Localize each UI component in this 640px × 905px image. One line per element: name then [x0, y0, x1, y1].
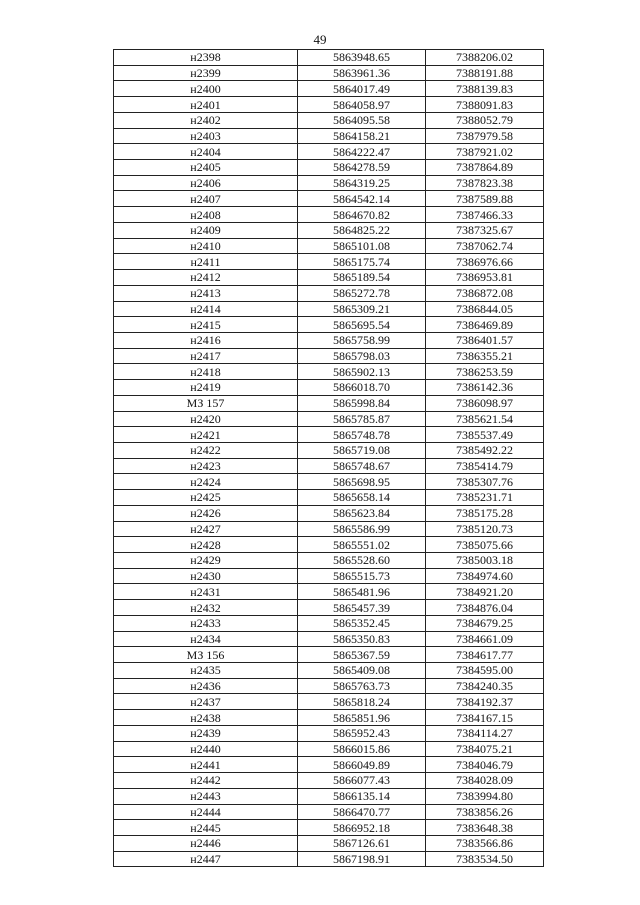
y-coordinate-cell: 7386142.36 [426, 380, 544, 396]
x-coordinate-cell: 5865350.83 [298, 631, 426, 647]
x-coordinate-cell: 5865658.14 [298, 490, 426, 506]
x-coordinate-cell: 5864095.58 [298, 112, 426, 128]
x-coordinate-cell: 5865758.99 [298, 332, 426, 348]
x-coordinate-cell: 5865719.08 [298, 442, 426, 458]
x-coordinate-cell: 5865623.84 [298, 505, 426, 521]
point-id-cell: н2401 [114, 97, 298, 113]
x-coordinate-cell: 5866470.77 [298, 804, 426, 820]
y-coordinate-cell: 7384046.79 [426, 757, 544, 773]
y-coordinate-cell: 7387062.74 [426, 238, 544, 254]
table-row [114, 710, 544, 726]
x-coordinate-cell: 5865698.95 [298, 474, 426, 490]
point-id-cell: н2431 [114, 584, 298, 600]
point-id-cell: н2412 [114, 270, 298, 286]
y-coordinate-cell: 7385537.49 [426, 427, 544, 443]
table-row [114, 128, 544, 144]
table-row [114, 820, 544, 836]
x-coordinate-cell: 5865175.74 [298, 254, 426, 270]
table-row [114, 427, 544, 443]
y-coordinate-cell: 7384974.60 [426, 568, 544, 584]
x-coordinate-cell: 5866952.18 [298, 820, 426, 836]
point-id-cell: н2406 [114, 175, 298, 191]
x-coordinate-cell: 5864825.22 [298, 222, 426, 238]
point-id-cell: н2447 [114, 851, 298, 867]
y-coordinate-cell: 7386469.89 [426, 317, 544, 333]
point-id-cell: н2408 [114, 207, 298, 223]
y-coordinate-cell: 7386953.81 [426, 270, 544, 286]
x-coordinate-cell: 5865851.96 [298, 710, 426, 726]
point-id-cell: МЗ 157 [114, 395, 298, 411]
y-coordinate-cell: 7384114.27 [426, 725, 544, 741]
table-row [114, 112, 544, 128]
table-row [114, 191, 544, 207]
point-id-cell: н2409 [114, 222, 298, 238]
x-coordinate-cell: 5865798.03 [298, 348, 426, 364]
table-row [114, 553, 544, 569]
x-coordinate-cell: 5863961.36 [298, 65, 426, 81]
point-id-cell: н2414 [114, 301, 298, 317]
point-id-cell: н2438 [114, 710, 298, 726]
y-coordinate-cell: 7388052.79 [426, 112, 544, 128]
point-id-cell: н2434 [114, 631, 298, 647]
y-coordinate-cell: 7384617.77 [426, 647, 544, 663]
point-id-cell: н2411 [114, 254, 298, 270]
table-row [114, 490, 544, 506]
x-coordinate-cell: 5865481.96 [298, 584, 426, 600]
table-row [114, 411, 544, 427]
x-coordinate-cell: 5865902.13 [298, 364, 426, 380]
y-coordinate-cell: 7384028.09 [426, 773, 544, 789]
y-coordinate-cell: 7385231.71 [426, 490, 544, 506]
point-id-cell: н2425 [114, 490, 298, 506]
x-coordinate-cell: 5865189.54 [298, 270, 426, 286]
x-coordinate-cell: 5865952.43 [298, 725, 426, 741]
point-id-cell: н2403 [114, 128, 298, 144]
x-coordinate-cell: 5866015.86 [298, 741, 426, 757]
point-id-cell: н2415 [114, 317, 298, 333]
x-coordinate-cell: 5864319.25 [298, 175, 426, 191]
x-coordinate-cell: 5865409.08 [298, 663, 426, 679]
table-row [114, 568, 544, 584]
y-coordinate-cell: 7388191.88 [426, 65, 544, 81]
y-coordinate-cell: 7387921.02 [426, 144, 544, 160]
table-row [114, 663, 544, 679]
x-coordinate-cell: 5865272.78 [298, 285, 426, 301]
table-row [114, 207, 544, 223]
table-row [114, 631, 544, 647]
table-row [114, 50, 544, 66]
y-coordinate-cell: 7384192.37 [426, 694, 544, 710]
point-id-cell: МЗ 156 [114, 647, 298, 663]
x-coordinate-cell: 5865998.84 [298, 395, 426, 411]
y-coordinate-cell: 7386355.21 [426, 348, 544, 364]
y-coordinate-cell: 7387589.88 [426, 191, 544, 207]
point-id-cell: н2419 [114, 380, 298, 396]
point-id-cell: н2435 [114, 663, 298, 679]
table-row [114, 757, 544, 773]
table-row [114, 521, 544, 537]
y-coordinate-cell: 7388139.83 [426, 81, 544, 97]
y-coordinate-cell: 7384661.09 [426, 631, 544, 647]
point-id-cell: н2418 [114, 364, 298, 380]
y-coordinate-cell: 7388206.02 [426, 50, 544, 66]
table-row [114, 678, 544, 694]
y-coordinate-cell: 7383648.38 [426, 820, 544, 836]
x-coordinate-cell: 5865101.08 [298, 238, 426, 254]
table-row [114, 270, 544, 286]
x-coordinate-cell: 5863948.65 [298, 50, 426, 66]
table-row [114, 584, 544, 600]
table-row [114, 144, 544, 160]
x-coordinate-cell: 5864670.82 [298, 207, 426, 223]
y-coordinate-cell: 7386401.57 [426, 332, 544, 348]
x-coordinate-cell: 5864058.97 [298, 97, 426, 113]
point-id-cell: н2404 [114, 144, 298, 160]
x-coordinate-cell: 5865785.87 [298, 411, 426, 427]
table-row [114, 97, 544, 113]
point-id-cell: н2423 [114, 458, 298, 474]
table-row [114, 317, 544, 333]
table-row [114, 238, 544, 254]
point-id-cell: н2402 [114, 112, 298, 128]
point-id-cell: н2405 [114, 160, 298, 176]
x-coordinate-cell: 5865748.78 [298, 427, 426, 443]
x-coordinate-cell: 5866018.70 [298, 380, 426, 396]
y-coordinate-cell: 7387979.58 [426, 128, 544, 144]
point-id-cell: н2442 [114, 773, 298, 789]
point-id-cell: н2443 [114, 788, 298, 804]
y-coordinate-cell: 7387325.67 [426, 222, 544, 238]
x-coordinate-cell: 5866049.89 [298, 757, 426, 773]
point-id-cell: н2400 [114, 81, 298, 97]
x-coordinate-cell: 5865528.60 [298, 553, 426, 569]
y-coordinate-cell: 7385414.79 [426, 458, 544, 474]
y-coordinate-cell: 7385175.28 [426, 505, 544, 521]
point-id-cell: н2439 [114, 725, 298, 741]
x-coordinate-cell: 5865309.21 [298, 301, 426, 317]
x-coordinate-cell: 5865763.73 [298, 678, 426, 694]
table-row [114, 694, 544, 710]
table-row [114, 773, 544, 789]
table-row [114, 301, 544, 317]
table-row [114, 65, 544, 81]
y-coordinate-cell: 7384921.20 [426, 584, 544, 600]
y-coordinate-cell: 7385075.66 [426, 537, 544, 553]
x-coordinate-cell: 5867126.61 [298, 835, 426, 851]
y-coordinate-cell: 7384679.25 [426, 615, 544, 631]
x-coordinate-cell: 5865551.02 [298, 537, 426, 553]
y-coordinate-cell: 7385120.73 [426, 521, 544, 537]
y-coordinate-cell: 7383534.50 [426, 851, 544, 867]
point-id-cell: н2440 [114, 741, 298, 757]
table-row [114, 804, 544, 820]
point-id-cell: н2437 [114, 694, 298, 710]
y-coordinate-cell: 7385307.76 [426, 474, 544, 490]
point-id-cell: н2430 [114, 568, 298, 584]
x-coordinate-cell: 5864017.49 [298, 81, 426, 97]
y-coordinate-cell: 7386098.97 [426, 395, 544, 411]
point-id-cell: н2427 [114, 521, 298, 537]
table-row [114, 788, 544, 804]
point-id-cell: н2422 [114, 442, 298, 458]
x-coordinate-cell: 5865457.39 [298, 600, 426, 616]
y-coordinate-cell: 7384595.00 [426, 663, 544, 679]
y-coordinate-cell: 7386844.05 [426, 301, 544, 317]
table-row [114, 364, 544, 380]
x-coordinate-cell: 5865515.73 [298, 568, 426, 584]
point-id-cell: н2398 [114, 50, 298, 66]
y-coordinate-cell: 7385621.54 [426, 411, 544, 427]
table-row [114, 160, 544, 176]
point-id-cell: н2429 [114, 553, 298, 569]
x-coordinate-cell: 5866077.43 [298, 773, 426, 789]
table-row [114, 647, 544, 663]
x-coordinate-cell: 5865367.59 [298, 647, 426, 663]
x-coordinate-cell: 5864278.59 [298, 160, 426, 176]
point-id-cell: н2399 [114, 65, 298, 81]
table-row [114, 851, 544, 867]
point-id-cell: н2410 [114, 238, 298, 254]
point-id-cell: н2426 [114, 505, 298, 521]
coordinates-table [113, 49, 544, 867]
x-coordinate-cell: 5865748.67 [298, 458, 426, 474]
y-coordinate-cell: 7386872.08 [426, 285, 544, 301]
table-row [114, 835, 544, 851]
y-coordinate-cell: 7383994.80 [426, 788, 544, 804]
table-row [114, 505, 544, 521]
point-id-cell: н2436 [114, 678, 298, 694]
point-id-cell: н2417 [114, 348, 298, 364]
y-coordinate-cell: 7384075.21 [426, 741, 544, 757]
table-row [114, 254, 544, 270]
x-coordinate-cell: 5865352.45 [298, 615, 426, 631]
x-coordinate-cell: 5866135.14 [298, 788, 426, 804]
point-id-cell: н2407 [114, 191, 298, 207]
x-coordinate-cell: 5864222.47 [298, 144, 426, 160]
table-row [114, 537, 544, 553]
table-row [114, 458, 544, 474]
y-coordinate-cell: 7387823.38 [426, 175, 544, 191]
x-coordinate-cell: 5865818.24 [298, 694, 426, 710]
x-coordinate-cell: 5867198.91 [298, 851, 426, 867]
y-coordinate-cell: 7383566.86 [426, 835, 544, 851]
table-row [114, 741, 544, 757]
table-row [114, 222, 544, 238]
y-coordinate-cell: 7384240.35 [426, 678, 544, 694]
y-coordinate-cell: 7385492.22 [426, 442, 544, 458]
point-id-cell: н2433 [114, 615, 298, 631]
point-id-cell: н2421 [114, 427, 298, 443]
x-coordinate-cell: 5865695.54 [298, 317, 426, 333]
x-coordinate-cell: 5864542.14 [298, 191, 426, 207]
table-row [114, 725, 544, 741]
point-id-cell: н2444 [114, 804, 298, 820]
y-coordinate-cell: 7386253.59 [426, 364, 544, 380]
point-id-cell: н2446 [114, 835, 298, 851]
point-id-cell: н2424 [114, 474, 298, 490]
y-coordinate-cell: 7386976.66 [426, 254, 544, 270]
point-id-cell: н2416 [114, 332, 298, 348]
y-coordinate-cell: 7384167.15 [426, 710, 544, 726]
table-row [114, 474, 544, 490]
table-row [114, 285, 544, 301]
table-row [114, 380, 544, 396]
y-coordinate-cell: 7388091.83 [426, 97, 544, 113]
point-id-cell: н2428 [114, 537, 298, 553]
table-row [114, 442, 544, 458]
table-row [114, 332, 544, 348]
page-number: 49 [313, 32, 327, 47]
y-coordinate-cell: 7387864.89 [426, 160, 544, 176]
table-row [114, 615, 544, 631]
coordinates-table-body [114, 50, 544, 867]
table-row [114, 395, 544, 411]
y-coordinate-cell: 7384876.04 [426, 600, 544, 616]
point-id-cell: н2441 [114, 757, 298, 773]
table-row [114, 348, 544, 364]
point-id-cell: н2432 [114, 600, 298, 616]
point-id-cell: н2413 [114, 285, 298, 301]
table-row [114, 600, 544, 616]
y-coordinate-cell: 7387466.33 [426, 207, 544, 223]
table-row [114, 175, 544, 191]
table-row [114, 81, 544, 97]
y-coordinate-cell: 7385003.18 [426, 553, 544, 569]
x-coordinate-cell: 5864158.21 [298, 128, 426, 144]
y-coordinate-cell: 7383856.26 [426, 804, 544, 820]
point-id-cell: н2420 [114, 411, 298, 427]
x-coordinate-cell: 5865586.99 [298, 521, 426, 537]
point-id-cell: н2445 [114, 820, 298, 836]
